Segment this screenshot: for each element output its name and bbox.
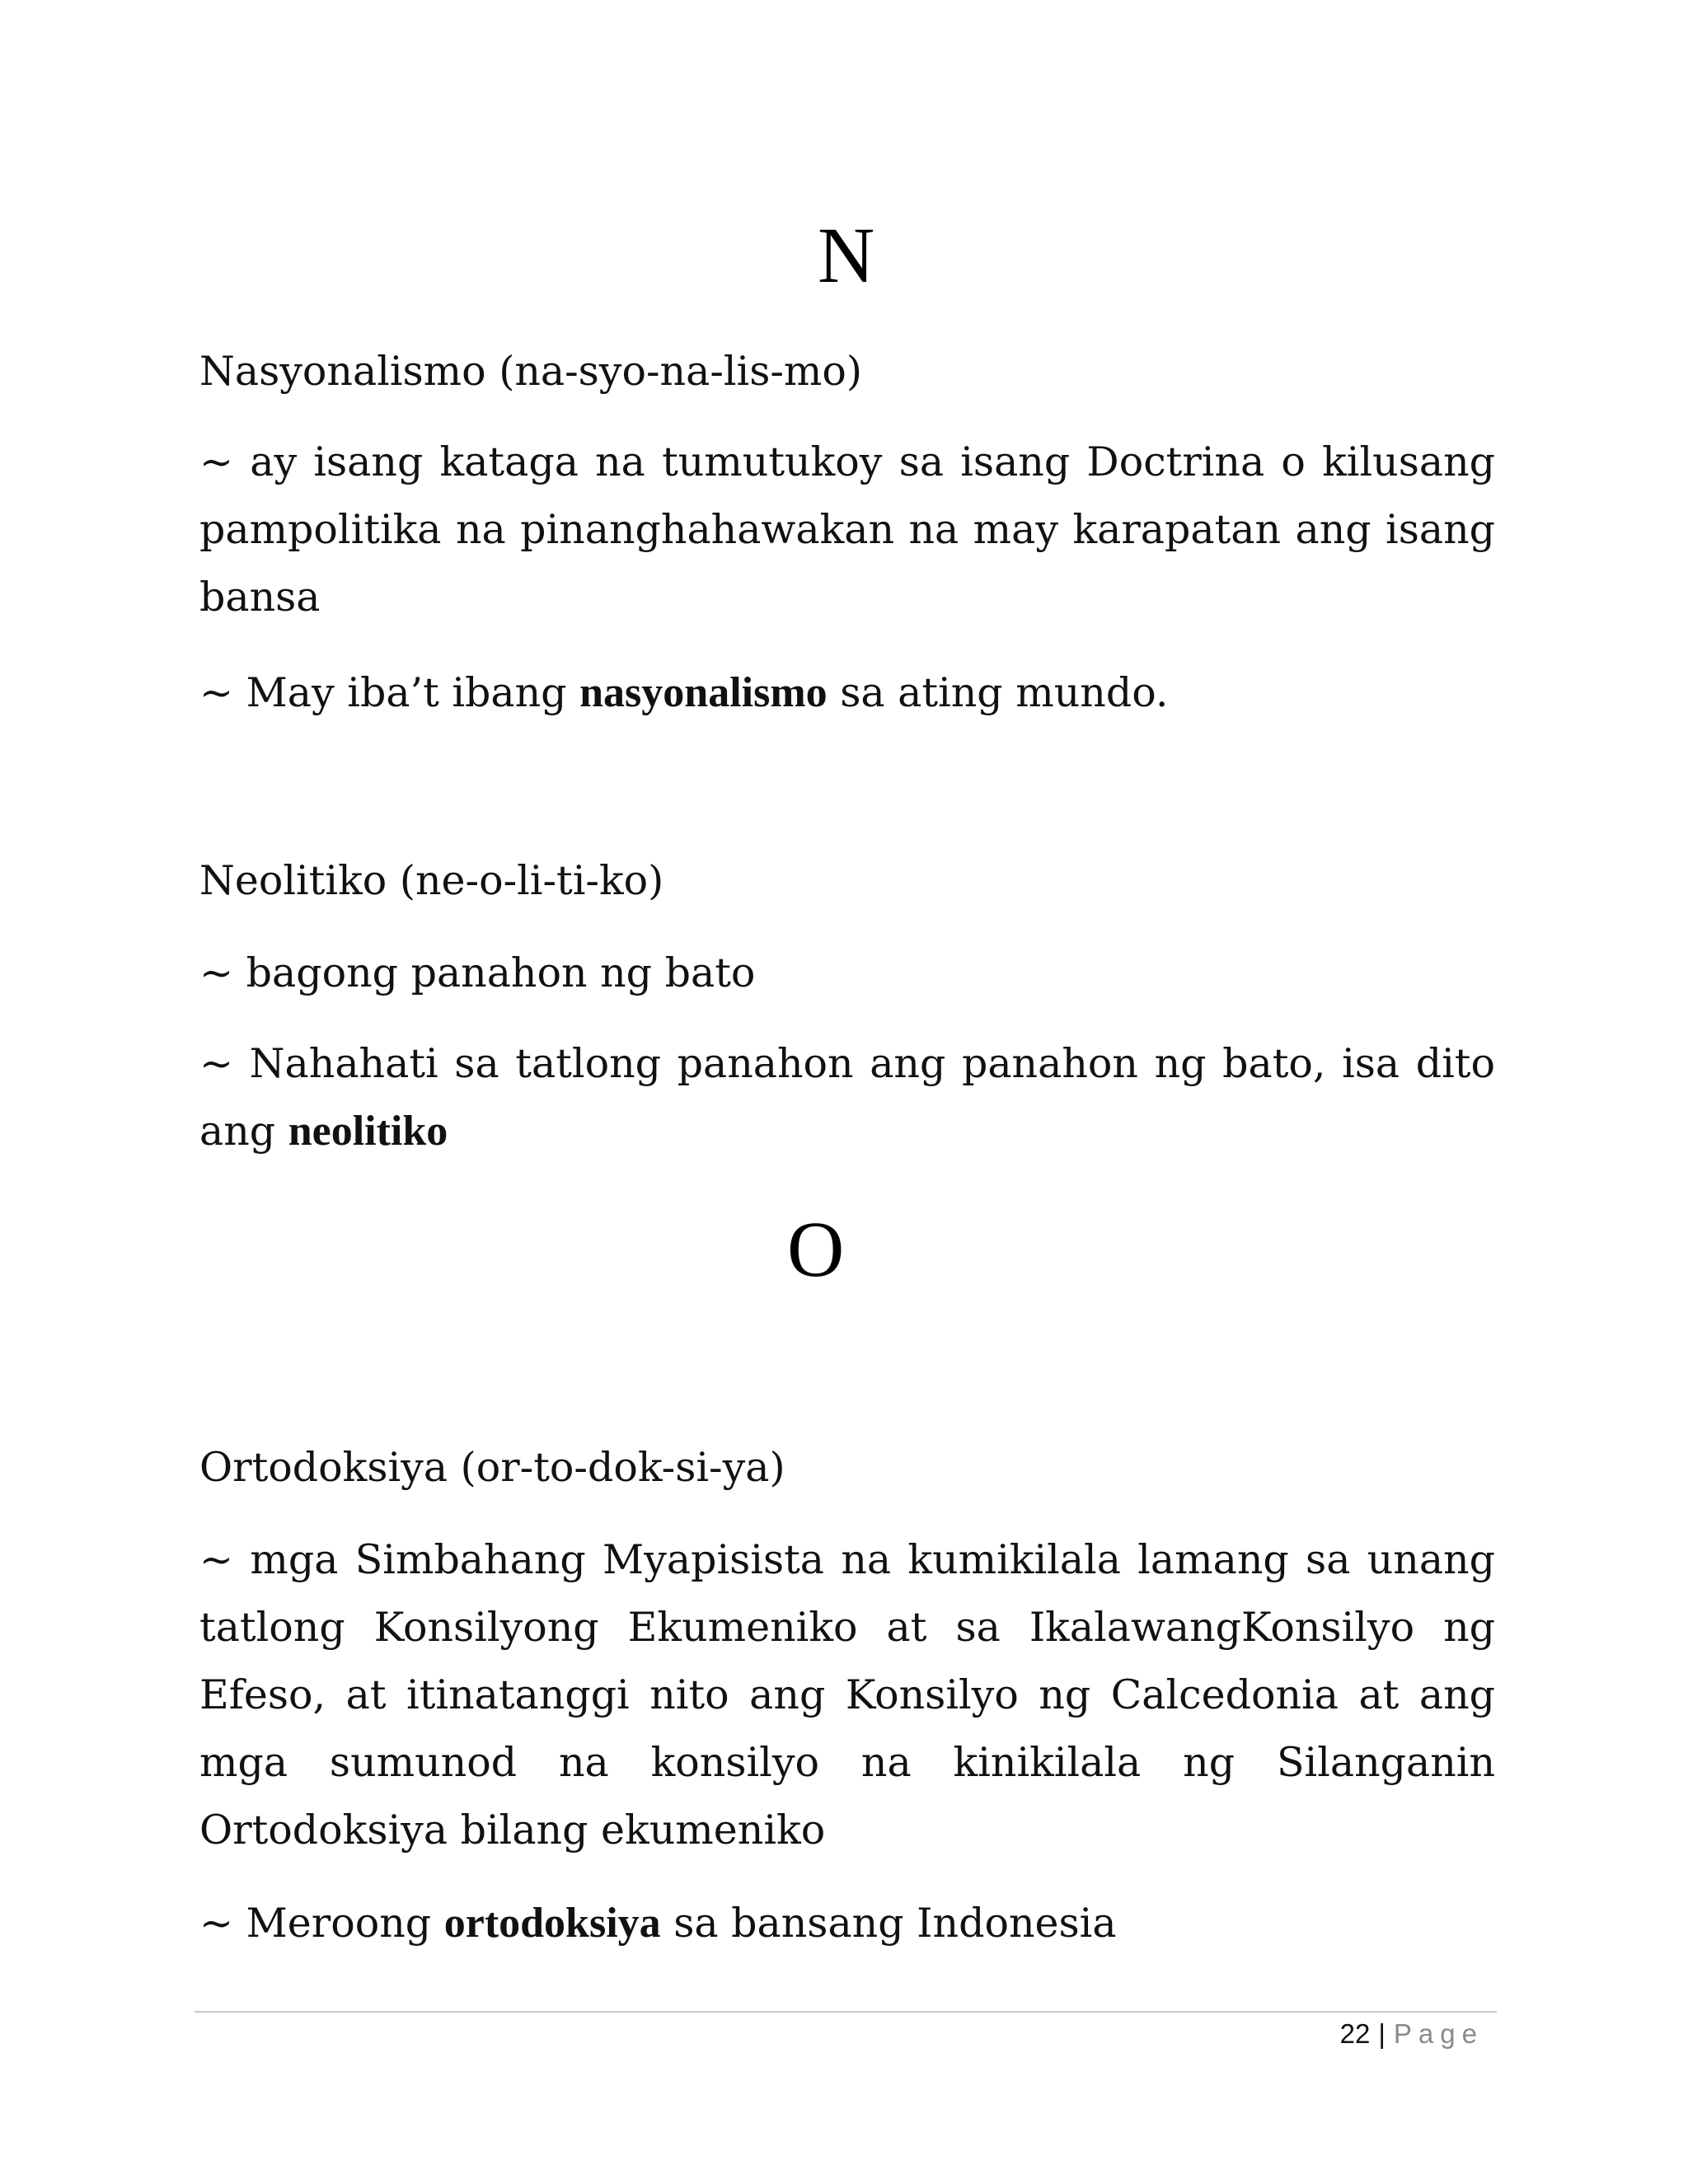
- example-text: ~ Meroong: [199, 1900, 444, 1947]
- example-text: sa bansang Indonesia: [660, 1900, 1117, 1947]
- entry-headword-nasyonalismo: Nasyonalismo (na-syo-na-lis-mo): [199, 348, 863, 395]
- entry-headword-neolitiko: Neolitiko (ne-o-li-ti-ko): [199, 857, 664, 904]
- section-letter-n: N: [818, 211, 875, 299]
- footer-separator: |: [1378, 2018, 1386, 2049]
- footer-divider: [195, 2011, 1497, 2013]
- page-number: 22: [1339, 2018, 1371, 2049]
- entry-example-nasyonalismo: [199, 659, 1495, 727]
- example-text: ~ May iba’t ibang: [199, 669, 580, 716]
- example-text: ~ Nahahati sa tatlong panahon ang panahon ng bato, isa dito ang: [199, 1040, 1495, 1155]
- example-keyword: nasyonalismo: [579, 669, 828, 716]
- entry-definition-ortodoksiya: ~ mga Simbahang Myapisista na kumikilala lamang sa unang tatlong Konsilyong Ekumeniko at sa IkalawangKonsilyo ng Efeso, at itinatanggi nito ang Konsilyo ng Calcedonia at ang mga sumunod na konsilyo na kinikilala ng Silanganin Ortodoksiya bilang ekumeniko: [199, 1536, 1495, 1854]
- example-keyword: neolitiko: [288, 1108, 448, 1155]
- entry-example-ortodoksiya: [199, 1890, 1495, 1957]
- entry-definition-nasyonalismo: ~ ay isang kataga na tumutukoy sa isang Doctrina o kilusang pampolitika na pinanghahawakan na may karapatan ang isang bansa: [199, 438, 1495, 621]
- example-text: sa ating mundo.: [827, 669, 1169, 716]
- entry-definition-neolitiko: ~ bagong panahon ng bato: [199, 949, 756, 996]
- example-keyword: ortodoksiya: [443, 1900, 661, 1947]
- entry-example-neolitiko: [199, 1030, 1495, 1165]
- page-footer: [1340, 2018, 1484, 2050]
- entry-headword-ortodoksiya: Ortodoksiya (or-to-dok-si-ya): [199, 1444, 785, 1491]
- section-letter-o: O: [787, 1205, 845, 1293]
- page-label: Page: [1393, 2018, 1484, 2049]
